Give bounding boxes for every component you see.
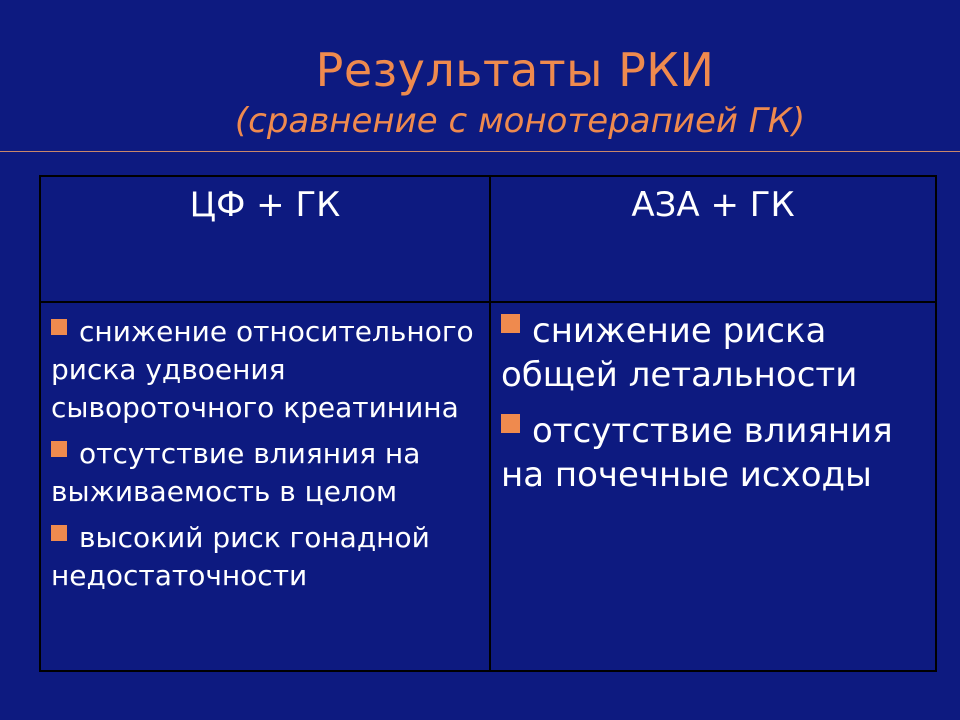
list-item-text: отсутствие влияния на почечные исходы <box>501 411 893 495</box>
list-item <box>51 519 481 595</box>
title-divider <box>0 151 960 152</box>
slide-title: Результаты РКИ <box>315 43 715 97</box>
square-bullet-icon <box>51 319 67 335</box>
cf-gk-results-cell <box>40 302 490 671</box>
square-bullet-icon <box>501 414 520 433</box>
list-item <box>501 309 927 397</box>
list-item <box>51 435 481 511</box>
square-bullet-icon <box>501 314 520 333</box>
list-item <box>51 313 481 427</box>
header-cf-gk: ЦФ + ГК <box>40 176 490 302</box>
square-bullet-icon <box>51 441 67 457</box>
table-header-row <box>40 176 936 302</box>
list-item-text: высокий риск гонадной недостаточности <box>51 521 430 592</box>
list-item-text: снижение относительного риска удвоения сывороточного креатинина <box>51 315 474 424</box>
comparison-table <box>39 175 937 672</box>
list-item-text: снижение риска общей летальности <box>501 311 858 395</box>
aza-gk-results-cell <box>490 302 936 671</box>
list-item-text: отсутствие влияния на выживаемость в целом <box>51 437 421 508</box>
header-aza-gk: АЗА + ГК <box>490 176 936 302</box>
list-item <box>501 409 927 497</box>
square-bullet-icon <box>51 525 67 541</box>
table-body-row <box>40 302 936 671</box>
slide-subtitle: (сравнение с монотерапией ГК) <box>234 101 806 141</box>
